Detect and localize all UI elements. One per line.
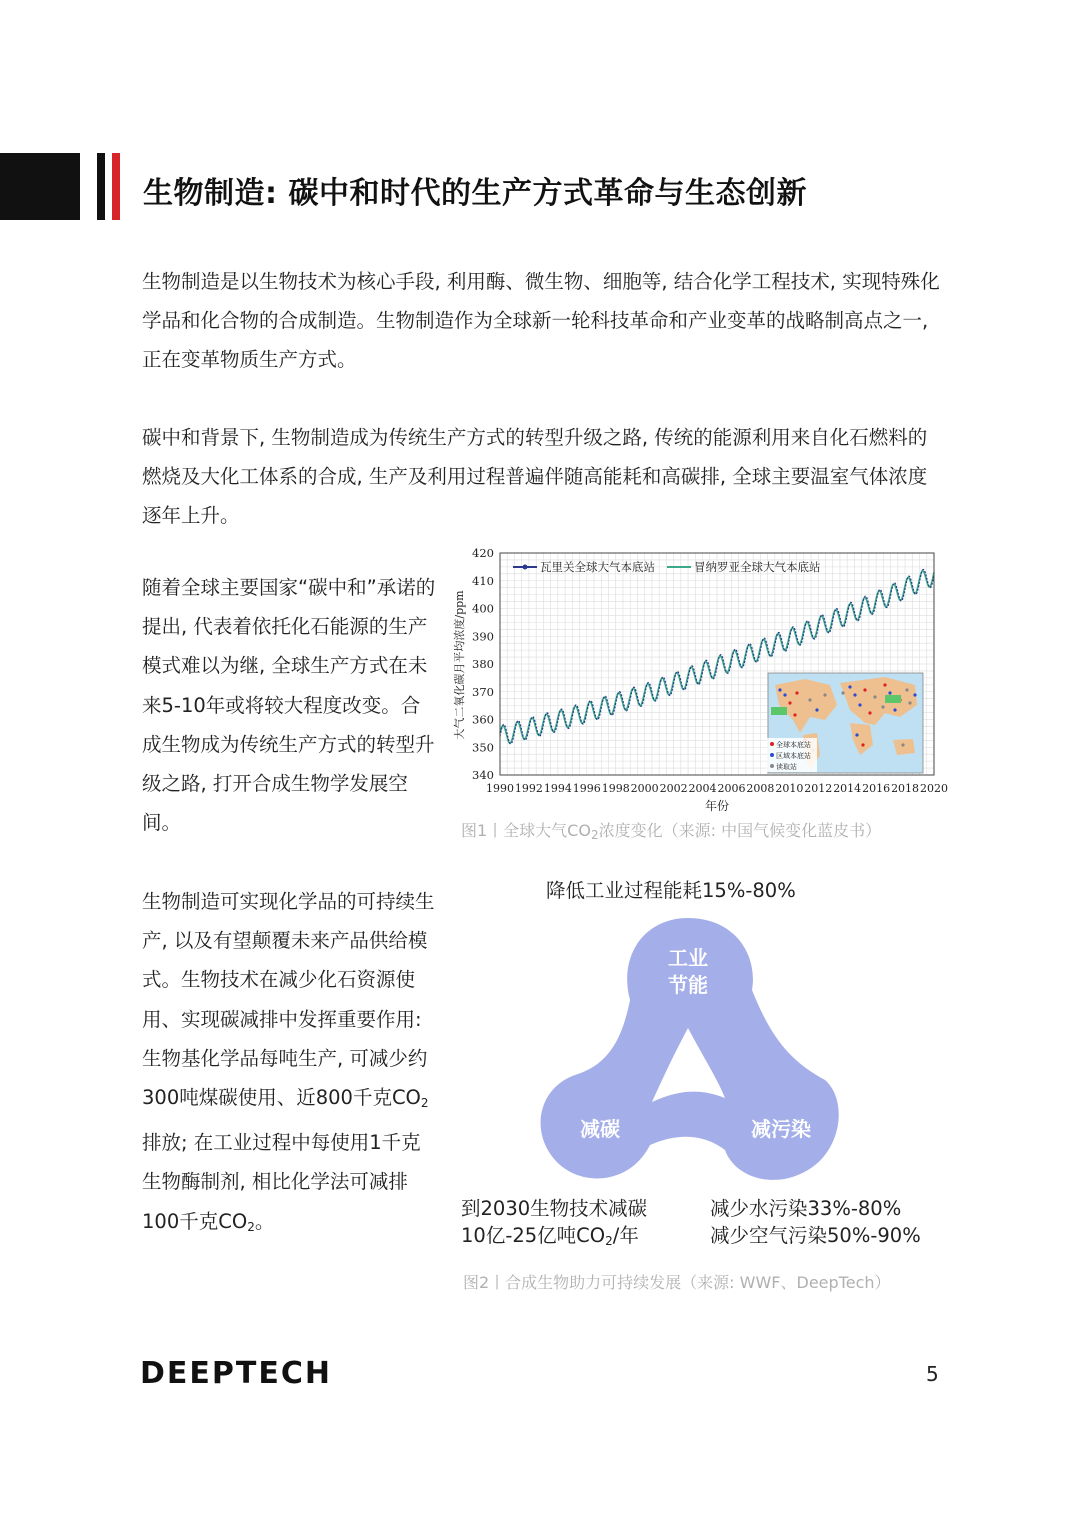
inset-legend-2: 区域本底站 [776, 752, 811, 760]
y-tick-label: 390 [472, 629, 494, 644]
page-title: 生物制造: 碳中和时代的生产方式革命与生态创新 [143, 176, 807, 211]
y-tick-label: 340 [472, 768, 494, 782]
node-top-line1: 工业 [668, 946, 708, 970]
x-tick-label: 2006 [717, 782, 746, 795]
x-tick-label: 2018 [891, 782, 920, 795]
legend-series-1: 瓦里关全球大气本底站 [540, 560, 655, 574]
y-tick-label: 370 [472, 684, 494, 699]
paragraph-2: 碳中和背景下, 生物制造成为传统生产方式的转型升级之路, 传统的能源利用来自化石燃料的燃烧及大化工体系的合成, 生产及利用过程普遍伴随高能耗和高碳排, 全球主要温室气体浓度逐年上升。 [142, 426, 928, 527]
x-tick-label: 2020 [920, 782, 948, 795]
header-red-bar [112, 153, 120, 220]
y-tick-label: 380 [472, 657, 494, 671]
figure-2-caption: 图2丨合成生物助力可持续发展（来源: WWF、DeepTech） [463, 1273, 891, 1292]
x-tick-label: 1992 [514, 782, 543, 795]
x-tick-label: 2014 [833, 782, 862, 795]
y-tick-label: 360 [472, 712, 494, 727]
inset-world-map [767, 673, 923, 773]
diagram-left-text: 到2030生物技术减碳 10亿-25亿吨$CO_2/$年 [461, 1197, 648, 1248]
x-tick-label: 2010 [775, 782, 804, 795]
chart-ylabel: 大气二氧化碳月平均浓度/ppm [453, 590, 466, 740]
x-tick-label: 2000 [630, 782, 659, 795]
x-tick-label: 2004 [688, 782, 717, 795]
diagram-right-text: 减少水污染33%-80% 减少空气污染50%-90% [710, 1197, 921, 1247]
node-right: 减污染 [751, 1117, 811, 1141]
page-number: 5 [926, 1362, 939, 1386]
y-tick-label: 410 [472, 573, 494, 588]
x-tick-label: 1996 [572, 782, 601, 795]
x-tick-label: 2016 [862, 782, 891, 795]
x-tick-label: 1990 [486, 782, 514, 795]
x-tick-label: 1994 [543, 782, 572, 795]
side-text-1: 随着全球主要国家“碳中和”承诺的提出, 代表着依托化石能源的生产模式难以为继, 全球生产方式在未来5-10年或将较大程度改变。合成生物成为传统生产方式的转型升级之路, 打开合成生物学发展空间。 [142, 576, 436, 835]
x-tick-label: 2008 [746, 782, 775, 795]
x-tick-label: 1998 [601, 782, 630, 795]
x-tick-label: 2012 [804, 782, 833, 795]
chart-xlabel: 年份 [704, 799, 730, 813]
inset-legend-3: 读取站 [776, 763, 797, 771]
sustainability-trefoil-diagram [530, 910, 850, 1195]
y-tick-label: 420 [472, 546, 494, 560]
co2-concentration-chart [445, 545, 955, 820]
diagram-top-label: 降低工业过程能耗15%-80% [546, 879, 796, 902]
y-tick-label: 400 [472, 601, 494, 616]
figure-1-caption: 图1丨全球大气$CO_2$浓度变化（来源: 中国气候变化蓝皮书） [461, 821, 882, 842]
paragraph-1: 生物制造是以生物技术为核心手段, 利用酶、微生物、细胞等, 结合化学工程技术, 实现特殊化学品和化合物的合成制造。生物制造作为全球新一轮科技革命和产业变革的战略制高点之一, 正在变革物质生产方式。 [142, 270, 940, 371]
node-left: 减碳 [580, 1117, 620, 1141]
legend-series-2: 冒纳罗亚全球大气本底站 [694, 560, 821, 574]
header-thin-bar [97, 153, 105, 220]
inset-legend-1: 全球本底站 [776, 741, 811, 749]
x-tick-label: 2002 [659, 782, 688, 795]
deeptech-logo: DEEPTECH [140, 1356, 332, 1391]
header-black-bar [0, 153, 80, 220]
node-top-line2: 节能 [668, 973, 708, 997]
side-text-2: 生物制造可实现化学品的可持续生产, 以及有望颠覆未来产品供给模式。生物技术在减少化石资源使用、实现碳减排中发挥重要作用: 生物基化学品每吨生产, 可减少约300吨煤碳使用、近800千克$CO_2$排放; 在工业过程中每使用1千克生物酶制剂, 相比化学法可减排100千克$CO_2$。 [142, 890, 435, 1234]
y-tick-label: 350 [472, 740, 494, 755]
